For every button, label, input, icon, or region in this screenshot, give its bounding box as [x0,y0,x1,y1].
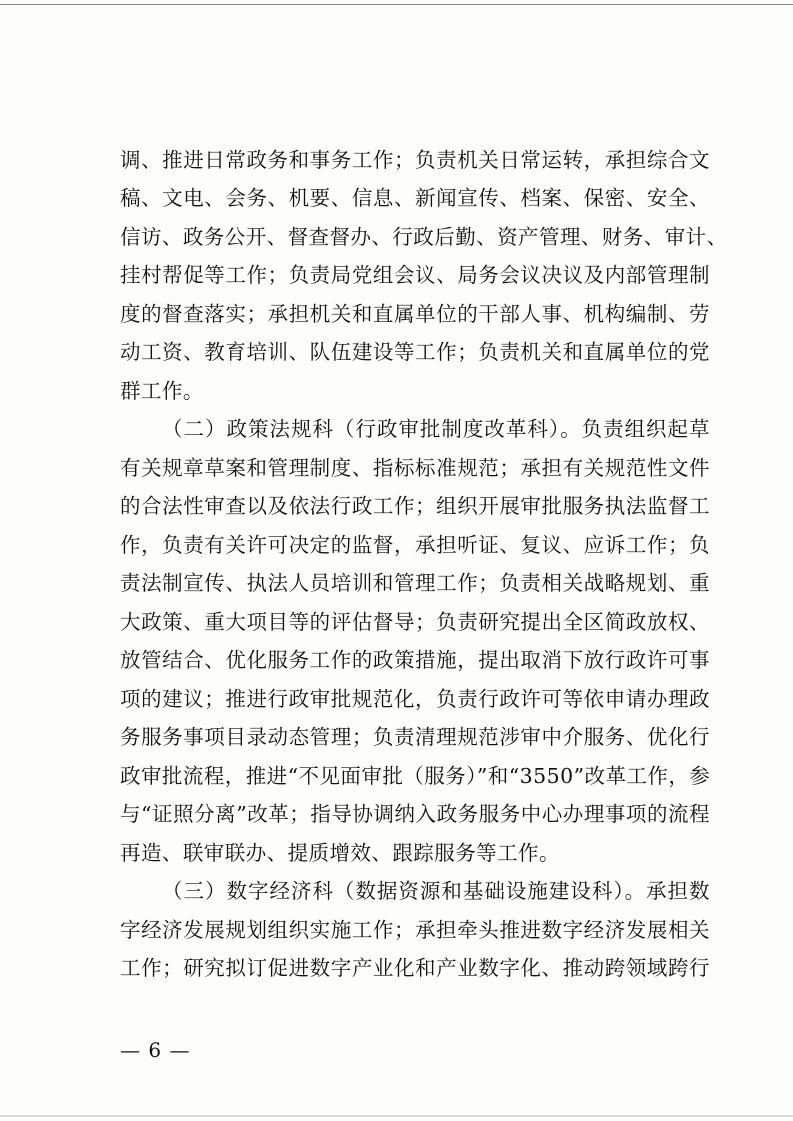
text-line-21: 字经济发展规划组织实施工作；承担牵头推进数字经济发展相关 [120,918,710,942]
text-line-12: 责法制宣传、执法人员培训和管理工作；负责相关战略规划、重 [120,571,710,595]
page-number: — 6 — [120,1038,191,1062]
text-line-16: 务服务事项目录动态管理；负责清理规范涉审中介服务、优化行 [120,725,710,749]
text-line-3: 信访、政务公开、督查督办、行政后勤、资产管理、财务、审计、 [120,225,728,249]
text-line-15: 项的建议；推进行政审批规范化，负责行政许可等依申请办理政 [120,687,710,711]
text-line-11: 作，负责有关许可决定的监督，承担听证、复议、应诉工作；负 [120,533,710,557]
text-line-18: 与“证照分离”改革；指导协调纳入政务服务中心办理事项的流程 [120,802,710,826]
scan-bottom-edge [0,1115,793,1117]
text-line-13: 大政策、重大项目等的评估督导；负责研究提出全区简政放权、 [120,610,710,634]
text-line-4: 挂村帮促等工作；负责局党组会议、局务会议决议及内部管理制 [120,263,710,287]
text-line-22: 工作；研究拟订促进数字产业化和产业数字化、推动跨领域跨行 [120,956,710,980]
text-line-19: 再造、联审联办、提质增效、跟踪服务等工作。 [120,841,560,865]
text-line-10: 的合法性审查以及依法行政工作；组织开展审批服务执法监督工 [120,494,710,518]
text-line-1: 调、推进日常政务和事务工作；负责机关日常运转，承担综合文 [120,148,710,172]
text-line-17: 政审批流程，推进“不见面审批（服务）”和“3550”改革工作，参 [120,764,711,788]
text-line-7: 群工作。 [120,379,204,403]
text-line-6: 动工资、教育培训、队伍建设等工作；负责机关和直属单位的党 [120,340,710,364]
text-line-2: 稿、文电、会务、机要、信息、新闻宣传、档案、保密、安全、 [120,186,710,210]
text-line-14: 放管结合、优化服务工作的政策措施，提出取消下放行政许可事 [120,648,710,672]
section-three-heading-line: （三）数字经济科（数据资源和基础设施建设科）。承担数 [162,879,710,903]
text-line-9: 有关规章草案和管理制度、指标标准规范；承担有关规范性文件 [120,456,710,480]
text-line-5: 度的督查落实；承担机关和直属单位的干部人事、机构编制、劳 [120,302,710,326]
scan-top-edge [0,4,793,5]
section-two-heading-line: （二）政策法规科（行政审批制度改革科）。负责组织起草 [162,417,710,441]
